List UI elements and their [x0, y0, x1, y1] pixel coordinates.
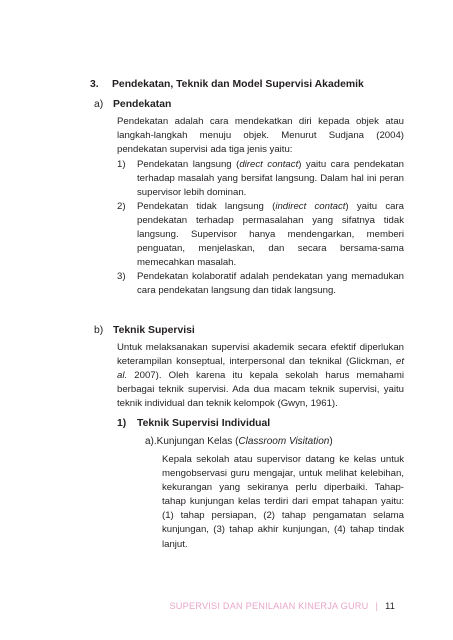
footer-separator: | — [375, 601, 379, 611]
list-item-number: 1) — [117, 159, 126, 170]
item-label: a). — [145, 436, 157, 447]
list-item — [117, 270, 404, 314]
list-item-text: Pendekatan kolaboratif adalah pendekatan yang memadukan cara pendekatan langsung dan tidak langsung. — [137, 271, 404, 297]
subsection-b-heading — [94, 325, 294, 339]
subsection-b-letter: b) — [94, 325, 104, 336]
list-item-text: Pendekatan langsung (direct contact) yaitu cara pendekatan terhadap masalah yang bersifat langsung. Dalam hal ini peran supervisor lebih dominan. — [137, 159, 404, 199]
subsection-a-heading — [94, 99, 294, 113]
technique-individual-heading — [117, 418, 337, 432]
technique-title: Teknik Supervisi Individual — [137, 418, 271, 429]
classroom-visitation-text: Kepala sekolah atau supervisor datang ke kelas untuk mengobservasi guru mengajar, untuk melihat kelebihan, kekurangan yang sekiranya perlu diperbaiki. Tahap-tahap kunjungan kelas terdiri dari empat tahapan yaitu: (1) tahap persiapan, (2) tahap pengamatan selama kunjungan, (3) tahap akhir kunjungan, (4) tahap tindak lanjut. — [162, 454, 404, 550]
subsection-a-title: Pendekatan — [113, 99, 172, 110]
section-number: 3. — [90, 79, 99, 90]
section-heading — [90, 79, 390, 93]
list-item — [117, 200, 404, 272]
classroom-visitation-heading: a).Kunjungan Kelas (Classroom Visitation) — [145, 436, 333, 447]
list-item-number: 2) — [117, 201, 126, 212]
page-number: 11 — [385, 601, 395, 611]
list-item-text: Pendekatan tidak langsung (indirect contact) yaitu cara pendekatan terhadap permasalahan yang sifatnya tidak langsung. Supervisor hanya mendengarkan, memberi penguatan, menjelaskan, dan secara bersama-sama memecahkan masalah. — [137, 201, 404, 269]
section-title: Pendekatan, Teknik dan Model Supervisi Akademik — [112, 79, 364, 90]
footer-title: SUPERVISI DAN PENILAIAN KINERJA GURU — [169, 601, 369, 611]
technique-number: 1) — [117, 418, 127, 429]
list-item-number: 3) — [117, 271, 126, 282]
subsection-b-title: Teknik Supervisi — [113, 325, 195, 336]
subsection-a-intro: Pendekatan adalah cara mendekatkan diri kepada objek atau langkah-langkah menuju objek. Menurut Sudjana (2004) pendekatan supervisi ada tiga jenis yaitu: — [117, 116, 404, 156]
page-footer — [169, 601, 395, 611]
list-item — [117, 158, 404, 202]
subsection-a-letter: a) — [94, 99, 104, 110]
subsection-b-intro: Untuk melaksanakan supervisi akademik secara efektif diperlukan keterampilan konseptual, interpersonal dan teknikal (Glickman, et al. 2007). Oleh karena itu kepala sekolah harus memahami berbagai teknik supervisi. Ada dua macam teknik supervisi, yaitu teknik individual dan teknik kelompok (Gwyn, 1961). — [117, 342, 404, 410]
